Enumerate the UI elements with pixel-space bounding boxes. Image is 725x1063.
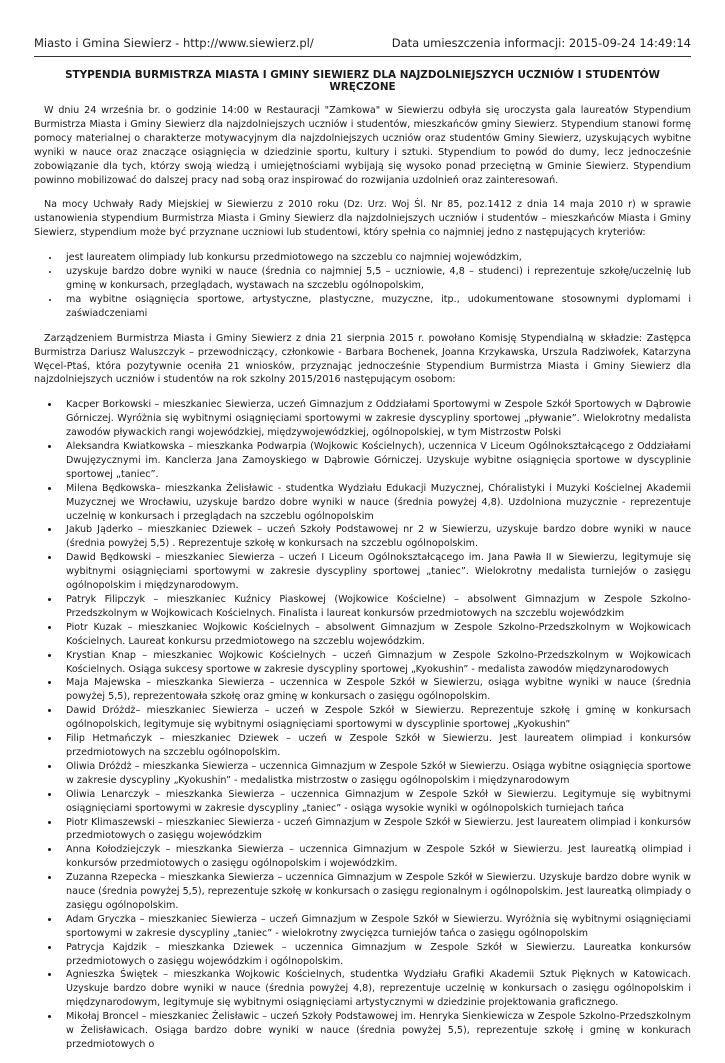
- header-divider: [34, 56, 691, 57]
- article-title: STYPENDIA BURMISTRZA MIASTA I GMINY SIEWIERZ DLA NAJZDOLNIEJSZYCH UCZNIÓW I STUDENTÓW WRĘCZONE: [65, 69, 660, 93]
- criteria-item: • ma wybitne osiągnięcia sportowe, artystyczne, plastyczne, muzyczne, itp., udokumentowane stosownymi dyplomami i zaświadczeniami: [60, 293, 691, 321]
- criteria-list: [34, 251, 691, 321]
- article-body: [34, 104, 691, 1063]
- recipient-item: • Patryk Filipczyk – mieszkaniec Kuźnicy Piaskowej (Wojkowice Kościelne) – absolwent Gimnazjum w Zespole Szkolno-Przedszkolnym w Wojkowicach Kościelnych. Finalista i laureat konkursów przedmiotowych na szczeblu wojewódzkim: [60, 593, 691, 621]
- page-header: [34, 36, 691, 50]
- criteria-item: • jest laureatem olimpiady lub konkursu przedmiotowego na szczeblu co najmniej wojewódzkim,: [60, 251, 691, 265]
- recipient-item: • Patrycja Kajdzik – mieszkanka Dziewek – uczennica Gimnazjum w Zespole Szkół w Siewierzu. Laureatka konkursów przedmiotowych o zasięgu wojewódzkim i ogólnopolskim.: [60, 941, 691, 969]
- recipient-item: • Agnieszka Świętek – mieszkanka Wojkowic Kościelnych, studentka Wydziału Grafiki Akademii Sztuk Pięknych w Katowicach. Uzyskuje bardzo dobre wyniki w nauce (średnia powyżej 4,8), reprezentuje uczelnię w konkursach o zasięgu ogólnopolskim i międzynarodowym, legitymuje się wybitnymi osiągnięciami artystycznymi w dziedzinie projektowania graficznego.: [60, 968, 691, 1010]
- publish-date: Data umieszczenia informacji: 2015-09-24 14:49:14: [391, 36, 691, 50]
- recipient-item: • Piotr Klimaszewski – mieszkaniec Siewierza - uczeń Gimnazjum w Zespole Szkół w Siewierzu. Jest laureatem olimpiad i konkursów przedmiotowych o zasięgu wojewódzkim: [60, 816, 691, 844]
- recipient-item: • Oliwia Dróżdż – mieszkanka Siewierza – uczennica Gimnazjum w Zespole Szkół w Siewierzu. Osiąga wybitne osiągnięcia sportowe w zakresie dyscypliny „Kyokushin” - medalistka mistrzostw o zasięgu ogólnopolskim i międzynarodowym: [60, 760, 691, 788]
- recipient-item: • Oliwia Lenarczyk – mieszkanka Siewierza – uczennica Gimnazjum w Zespole Szkół w Siewierzu. Legitymuje się wybitnymi osiągnięciami sportowymi w zakresie dyscypliny „taniec” - osiąga wysokie wyniki w ogólnopolskich turniejach tańca: [60, 788, 691, 816]
- recipient-item: • Anna Kołodziejczyk – mieszkanka Siewierza – uczennica Gimnazjum w Zespole Szkół w Siewierzu. Jest laureatką olimpiad i konkursów przedmiotowych o zasięgu ogólnopolskim i wojewódzkim.: [60, 843, 691, 871]
- recipient-item: • Piotr Kuzak – mieszkaniec Wojkowic Kościelnych – absolwent Gimnazjum w Zespole Szkolno-Przedszkolnym w Wojkowicach Kościelnych. Laureat konkursu przedmiotowego na szczeblu wojewódzkim.: [60, 621, 691, 649]
- criteria-item: • uzyskuje bardzo dobre wyniki w nauce (średnia co najmniej 5,5 – uczniowie, 4,8 – studenci) i reprezentuje szkołę/uczelnię lub gminę w konkursach, przeglądach, wystawach na szczeblu ogólnopolskim,: [60, 265, 691, 293]
- recipients-list: [34, 398, 691, 1052]
- recipient-item: • Jakub Jąderko – mieszkaniec Dziewek – uczeń Szkoły Podstawowej nr 2 w Siewierzu, uzyskuje bardzo dobre wyniki w nauce (średnia powyżej 5,5) . Reprezentuje szkołę w konkursach na szczeblu ogólnopolskim.: [60, 523, 691, 551]
- recipient-item: • Filip Hetmańczyk – mieszkaniec Dziewek – uczeń w Zespole Szkół w Siewierzu. Jest laureatem olimpiad i konkursów przedmiotowych na szczeblu ogólnopolskim.: [60, 732, 691, 760]
- recipient-item: • Maja Majewska – mieszkanka Siewierza – uczennica w Zespole Szkół w Siewierzu, osiąga wybitne wyniki w nauce (średnia powyżej 5,5), reprezentowała szkołę oraz gminę w konkursach o zasięgu ogólnopolskim.: [60, 676, 691, 704]
- recipient-item: • Krystian Knap – mieszkaniec Wojkowic Kościelnych – uczeń Gimnazjum w Zespole Szkolno-Przedszkolnym w Wojkowicach Kościelnych. Osiąga sukcesy sportowe w zakresie dyscypliny sportowej „Kyokushin” - medalista zawodów międzynarodowych: [60, 649, 691, 677]
- recipient-item: • Dawid Dróżdż– mieszkaniec Siewierza – uczeń w Zespole Szkół w Siewierzu. Reprezentuje szkołę i gminę w konkursach ogólnopolskich, legitymuje się wybitnymi osiągnięciami sportowymi w dyscyplinie sportowej „Kyokushin”: [60, 704, 691, 732]
- recipient-item: • Dawid Będkowski – mieszkaniec Siewierza – uczeń I Liceum Ogólnokształcącego im. Jana Pawła II w Siewierzu, legitymuje się wybitnymi osiągnięciami sportowymi w zakresie dyscypliny sportowej „taniec”. Wielokrotny medalista turniejów o zasięgu ogólnopolskim i międzynarodowym.: [60, 551, 691, 593]
- recipient-item: • Adam Gryczka – mieszkaniec Siewierza – uczeń Gimnazjum w Zespole Szkół w Siewierzu. Wyróżnia się wybitnymi osiągnięciami sportowymi w zakresie dyscypliny „taniec” - wielokrotny zwycięzca turniejów tańca o zasięgu ogólnopolskim: [60, 913, 691, 941]
- intro-paragraph: W dniu 24 września br. o godzinie 14:00 w Restauracji "Zamkowa" w Siewierzu odbyła się uroczysta gala laureatów Stypendium Burmistrza Miasta i Gminy Siewierz dla najzdolniejszych uczniów i studentów, mieszkańców gminy Siewierz. Stypendium stanowi formę pomocy materialnej o charakterze motywacyjnym dla najzdolniejszych uczniów oraz studentów Gminy Siewierz, uzyskujących wybitne wyniki w nauce oraz znaczące osiągnięcia w dziedzinie sportu, kultury i sztuki. Stypendium to powód do dumy, lecz jednocześnie zobowiązanie dla tych, którzy swoją wiedzą i umiejętnościami wybijają się wysoko ponad przeciętną w Gminie Siewierz. Stypendium powinno mobilizować do dalszej pracy nad sobą oraz inspirować do rozwijania uzdolnień oraz zainteresowań.: [34, 105, 691, 186]
- recipient-item: • Aleksandra Kwiatkowska – mieszkanka Podwarpia (Wojkowic Kościelnych), uczennica V Liceum Ogólnokształcącego z Oddziałami Dwujęzycznymi im. Kanclerza Jana Zamoyskiego w Dąbrowie Górniczej. Uzyskuje wybitne osiągnięcia sportowe w dyscyplinie sportowej „taniec”.: [60, 440, 691, 482]
- commission-paragraph: Zarządzeniem Burmistrza Miasta i Gminy Siewierz z dnia 21 sierpnia 2015 r. powołano Komisję Stypendialną w składzie: Zastępca Burmistrza Dariusz Waluszczyk – przewodniczący, członkowie - Barbara Bochenek, Joanna Krzykawska, Urszula Radziwołek, Katarzyna Węcel-Ptaś, która pozytywnie oceniła 21 wniosków, przyznając jednocześnie Stypendium Burmistrza Miasta i Gminy Siewierz dla najzdolniejszych uczniów i studentów na rok szkolny 2015/2016 następującym osobom:: [34, 332, 691, 386]
- recipient-item: • Zuzanna Rzepecka – mieszkanka Siewierza – uczennica Gimnazjum w Zespole Szkół w Siewierzu. Uzyskuje bardzo dobre wynik w nauce (średnia powyżej 5,5), reprezentuje szkołę w konkursach o zasięgu regionalnym i ogólnopolskim. Jest laureatką olimpiady o zasięgu ogólnopolskim.: [60, 871, 691, 913]
- recipient-item: • Kacper Borkowski – mieszkaniec Siewierza, uczeń Gimnazjum z Oddziałami Sportowymi w Zespole Szkół Sportowych w Dąbrowie Górniczej. Wyróżnia się wybitnymi osiągnięciami sportowymi w zakresie dyscypliny sportowej „pływanie”. Wielokrotny medalista zawodów pływackich rangi wojewódzkiej, międzywojewódzkiej, ogólnopolskiej, w tym Mistrzostw Polski: [60, 398, 691, 440]
- basis-paragraph: Na mocy Uchwały Rady Miejskiej w Siewierzu z 2010 roku (Dz. Urz. Woj Śl. Nr 85, poz.1412 z dnia 14 maja 2010 r) w sprawie ustanowienia stypendium Burmistrza Miasta i Gminy Siewierz dla najzdolniejszych uczniów i studentów – mieszkańców Miasta i Gminy Siewierz, stypendium może być przyznane uczniowi lub studentowi, który spełnia co najmniej jedno z następujących kryteriów:: [34, 199, 691, 239]
- recipient-item: • Mikołaj Broncel – mieszkaniec Żelisławic – uczeń Szkoły Podstawowej im. Henryka Sienkiewicza w Zespole Szkolno-Przedszkolnym w Żelisławicach. Osiąga bardzo dobre wyniki w nauce (średnia powyżej 5,5), reprezentuje szkołę i gminę w konkurach przedmiotowych o: [60, 1010, 691, 1052]
- source-site: Miasto i Gmina Siewierz - http://www.siewierz.pl/: [34, 36, 314, 50]
- recipient-item: • Milena Będkowska– mieszkanka Żelisławic - studentka Wydziału Edukacji Muzycznej, Chóralistyki i Muzyki Kościelnej Akademii Muzycznej we Wrocławiu, uzyskuje bardzo dobre wyniki w nauce (średnia powyżej 4,8). Uzdolniona muzycznie - reprezentuje uczelnię w konkursach i przeglądach na szczeblu ogólnopolskim: [60, 482, 691, 524]
